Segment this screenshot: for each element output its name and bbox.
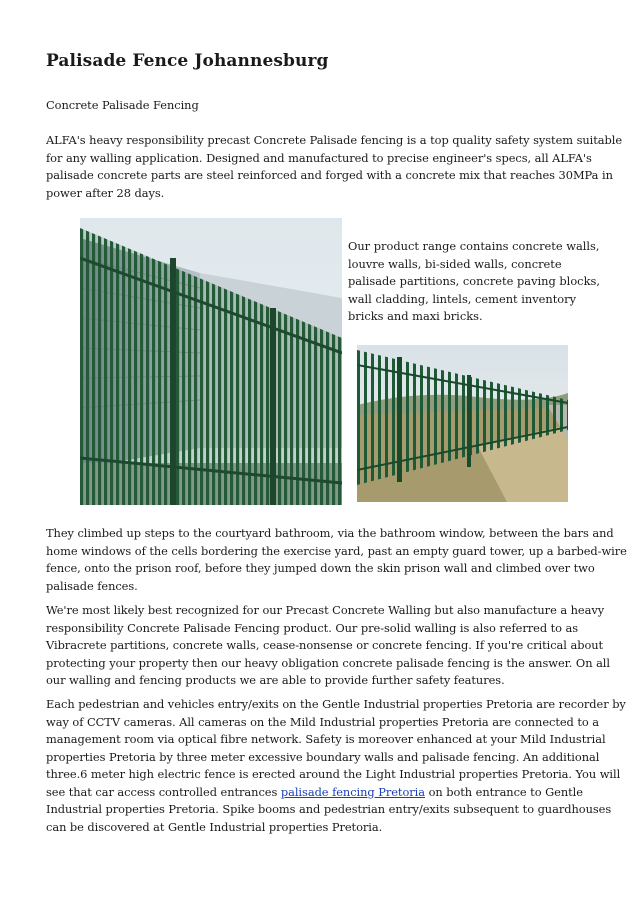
text-line: power after 28 days.: [46, 185, 165, 200]
text-line: Vibracrete partitions, concrete walls, cease-nonsense or concrete fencing. If you're critical about: [46, 638, 604, 652]
paragraph-3: [46, 602, 610, 690]
text-line: Each pedestrian and vehicles entry/exits on the Gentle Industrial properties Pretoria are recorder by: [46, 697, 626, 711]
text-line: ALFA's heavy responsibility precast Concrete Palisade fencing is a top quality safety system suitable: [46, 133, 623, 147]
side-caption: [348, 238, 598, 326]
text-line: management room via optical fibre network. Safety is moreover enhanced at your Mild Industrial: [46, 732, 606, 746]
subtitle: [46, 97, 594, 115]
text-run: on both entrance to Gentle: [425, 784, 583, 799]
paragraph-1: [46, 132, 623, 202]
text-line: for any walling application. Designed and manufactured to precise engineer's specs, all ALFA's: [46, 150, 592, 165]
text-line: Industrial properties Pretoria. Spike booms and pedestrian entry/exits subsequent to guardhouses: [46, 802, 612, 816]
page-title: Palisade Fence Johannesburg: [46, 51, 329, 71]
subtitle-text: Concrete Palisade Fencing: [46, 98, 199, 112]
text-line: our walling and fencing products we are able to provide further safety features.: [46, 673, 505, 687]
text-line: louvre walls, bi-sided walls, concrete: [348, 256, 562, 271]
text-line: responsibility Concrete Palisade Fencing product. Our pre-solid walling is also referred to as: [46, 620, 579, 635]
text-line: protecting your property then our heavy obligation concrete palisade fencing is the answer. On all: [46, 655, 610, 670]
fence-photo-field: [357, 345, 568, 502]
text-line: They climbed up steps to the courtyard bathroom, via the bathroom window, between the bars and: [46, 526, 614, 540]
text-line: palisade concrete parts are steel reinforced and forged with a concrete mix that reaches 30MPa in: [46, 168, 613, 182]
text-line: bricks and maxi bricks.: [348, 309, 483, 323]
paragraph-2: [46, 525, 627, 595]
palisade-fencing-pretoria-link[interactable]: palisade fencing Pretoria: [280, 784, 425, 799]
text-line: properties Pretoria by three meter excessive boundary walls and palisade fencing. An additional: [46, 749, 600, 764]
text-line: wall cladding, lintels, cement inventory: [348, 291, 577, 306]
text-line: palisade partitions, concrete paving blocks,: [348, 274, 600, 288]
text-line: We're most likely best recognized for our Precast Concrete Walling but also manufacture a heavy: [46, 603, 605, 617]
text-line: home windows of the cells bordering the exercise yard, past an empty guard tower, up a barbed-wire: [46, 543, 627, 558]
text-line: fence, onto the prison roof, before they jumped down the skin prison wall and climbed over two: [46, 561, 595, 575]
text-line: palisade fences.: [46, 578, 138, 593]
text-run: see that car access controlled entrances: [46, 784, 281, 799]
text-line-with-link: [46, 784, 594, 802]
text-line: can be discovered at Gentle Industrial properties Pretoria.: [46, 819, 383, 834]
paragraph-4: [46, 696, 626, 836]
text-line: Our product range contains concrete walls,: [348, 239, 600, 253]
text-line: three.6 meter high electric fence is erected around the Light Industrial properties Pretoria. You will: [46, 767, 621, 781]
fence-photo-building: [80, 218, 342, 505]
text-line: way of CCTV cameras. All cameras on the Mild Industrial properties Pretoria are connected to a: [46, 714, 600, 729]
